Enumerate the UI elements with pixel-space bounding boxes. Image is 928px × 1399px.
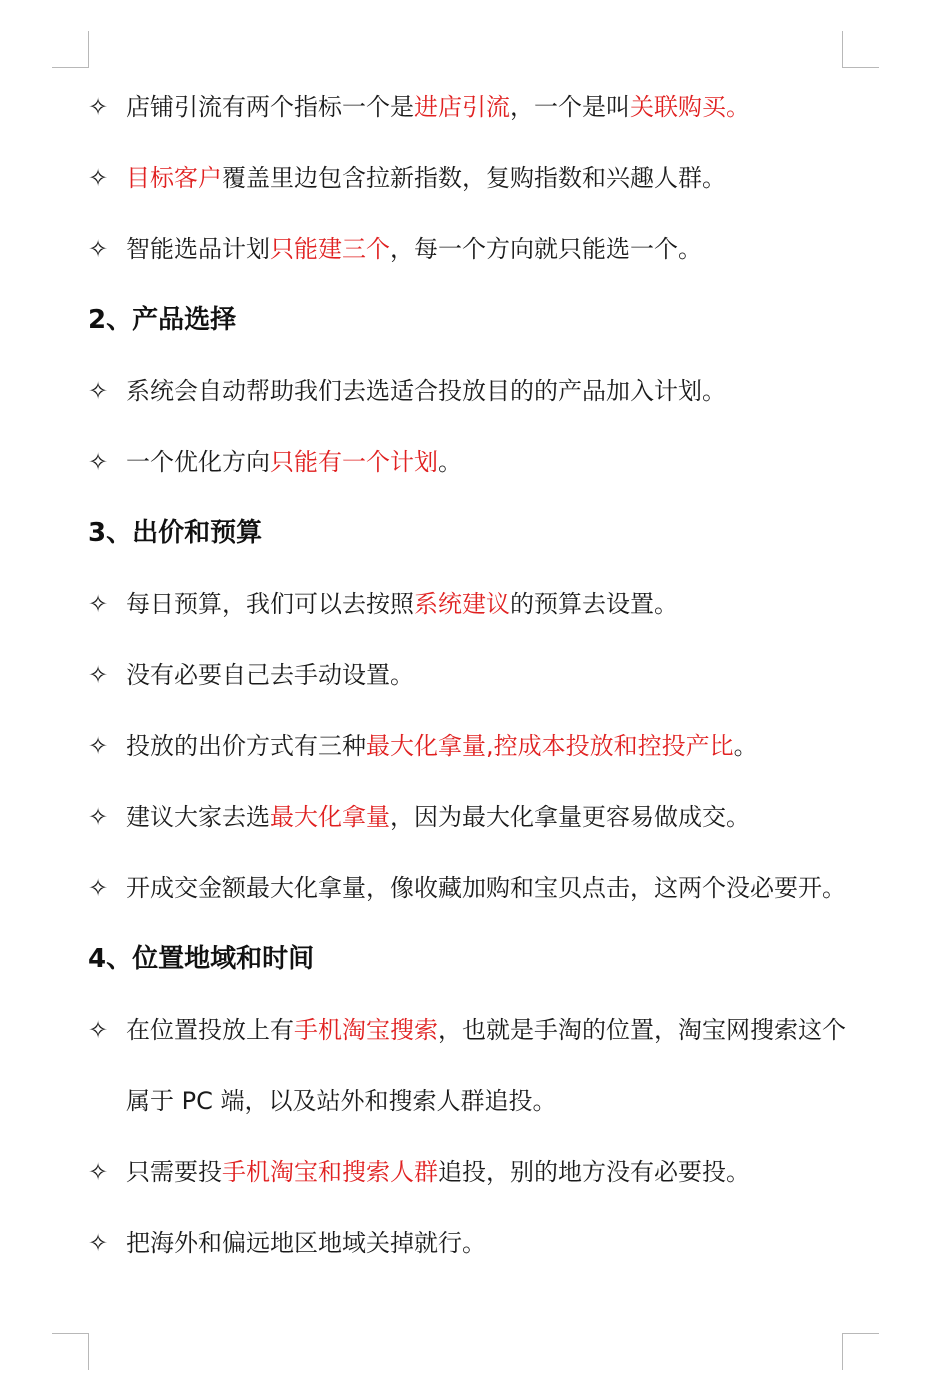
page-corner-mark	[52, 31, 89, 68]
page-corner-mark	[52, 1333, 89, 1370]
bullet-item	[88, 1208, 858, 1279]
section-heading: 3、出价和预算	[88, 518, 263, 548]
bullet-item	[88, 214, 858, 285]
body-text: 一个优化方向	[126, 448, 270, 476]
sparkle-bullet-icon: ✧	[88, 803, 109, 831]
body-text: 开成交金额最大化拿量，像收藏加购和宝贝点击，这两个没必要开。	[126, 874, 846, 902]
body-text: ，一个是叫	[510, 93, 630, 121]
body-text: 覆盖里边包含拉新指数，复购指数和兴趣人群。	[222, 164, 726, 192]
sparkle-bullet-icon: ✧	[88, 874, 109, 902]
body-text: 把海外和偏远地区地域关掉就行。	[126, 1229, 486, 1257]
body-text: 系统会自动帮助我们去选适合投放目的的产品加入计划。	[126, 377, 726, 405]
sparkle-bullet-icon: ✧	[88, 235, 109, 263]
section-heading: 2、产品选择	[88, 305, 237, 335]
body-text: 。	[438, 448, 462, 476]
highlighted-text: 系统建议	[414, 590, 510, 618]
bullet-item	[88, 853, 846, 924]
highlighted-text: 只能有一个计划	[270, 448, 438, 476]
body-text: 智能选品计划	[126, 235, 270, 263]
bullet-item	[88, 782, 858, 853]
body-text: ，因为最大化拿量更容易做成交。	[390, 803, 750, 831]
body-text: 的预算去设置。	[510, 590, 678, 618]
section-heading: 4、位置地域和时间	[88, 944, 315, 974]
highlighted-text: 最大化拿量	[270, 803, 390, 831]
body-text: 。	[733, 732, 758, 760]
sparkle-bullet-icon: ✧	[88, 661, 109, 689]
highlighted-text: 只能建三个	[270, 235, 390, 263]
body-text: 只需要投	[126, 1158, 222, 1186]
bullet-item	[88, 72, 858, 143]
bullet-item	[88, 427, 858, 498]
page-corner-mark	[842, 31, 879, 68]
body-text: 在位置投放上有	[126, 1016, 294, 1044]
sparkle-bullet-icon: ✧	[88, 448, 109, 476]
bullet-item	[88, 640, 858, 711]
body-text: 每日预算，我们可以去按照	[126, 590, 414, 618]
body-text: ，每一个方向就只能选一个。	[390, 235, 702, 263]
sparkle-bullet-icon: ✧	[88, 93, 109, 121]
body-text: 没有必要自己去手动设置。	[126, 661, 414, 689]
sparkle-bullet-icon: ✧	[88, 1158, 109, 1186]
body-text: 投放的出价方式有三种	[126, 732, 366, 760]
highlighted-text: 手机淘宝和搜索人群	[222, 1158, 438, 1186]
document-body	[88, 72, 858, 1279]
body-text: 追投，别的地方没有必要投。	[438, 1158, 750, 1186]
bullet-item	[88, 569, 858, 640]
sparkle-bullet-icon: ✧	[88, 164, 109, 192]
sparkle-bullet-icon: ✧	[88, 1229, 109, 1257]
bullet-item	[88, 356, 858, 427]
highlighted-text: 关联购买。	[630, 93, 750, 121]
page-corner-mark	[842, 1333, 879, 1370]
sparkle-bullet-icon: ✧	[88, 732, 109, 760]
sparkle-bullet-icon: ✧	[88, 1016, 109, 1044]
body-text: 建议大家去选	[126, 803, 270, 831]
bullet-item	[88, 1137, 858, 1208]
body-text: ，也就是手淘的位置，淘宝网搜索这个属于 PC 端，以及站外和搜索人群追投。	[126, 1016, 846, 1115]
sparkle-bullet-icon: ✧	[88, 377, 109, 405]
highlighted-text: 最大化拿量,控成本投放和控投产比	[366, 732, 734, 760]
highlighted-text: 目标客户	[126, 164, 222, 192]
bullet-item	[88, 711, 858, 782]
highlighted-text: 进店引流	[414, 93, 510, 121]
bullet-item	[88, 995, 846, 1137]
highlighted-text: 手机淘宝搜索	[294, 1016, 438, 1044]
body-text: 店铺引流有两个指标一个是	[126, 93, 414, 121]
bullet-item	[88, 143, 858, 214]
sparkle-bullet-icon: ✧	[88, 590, 109, 618]
